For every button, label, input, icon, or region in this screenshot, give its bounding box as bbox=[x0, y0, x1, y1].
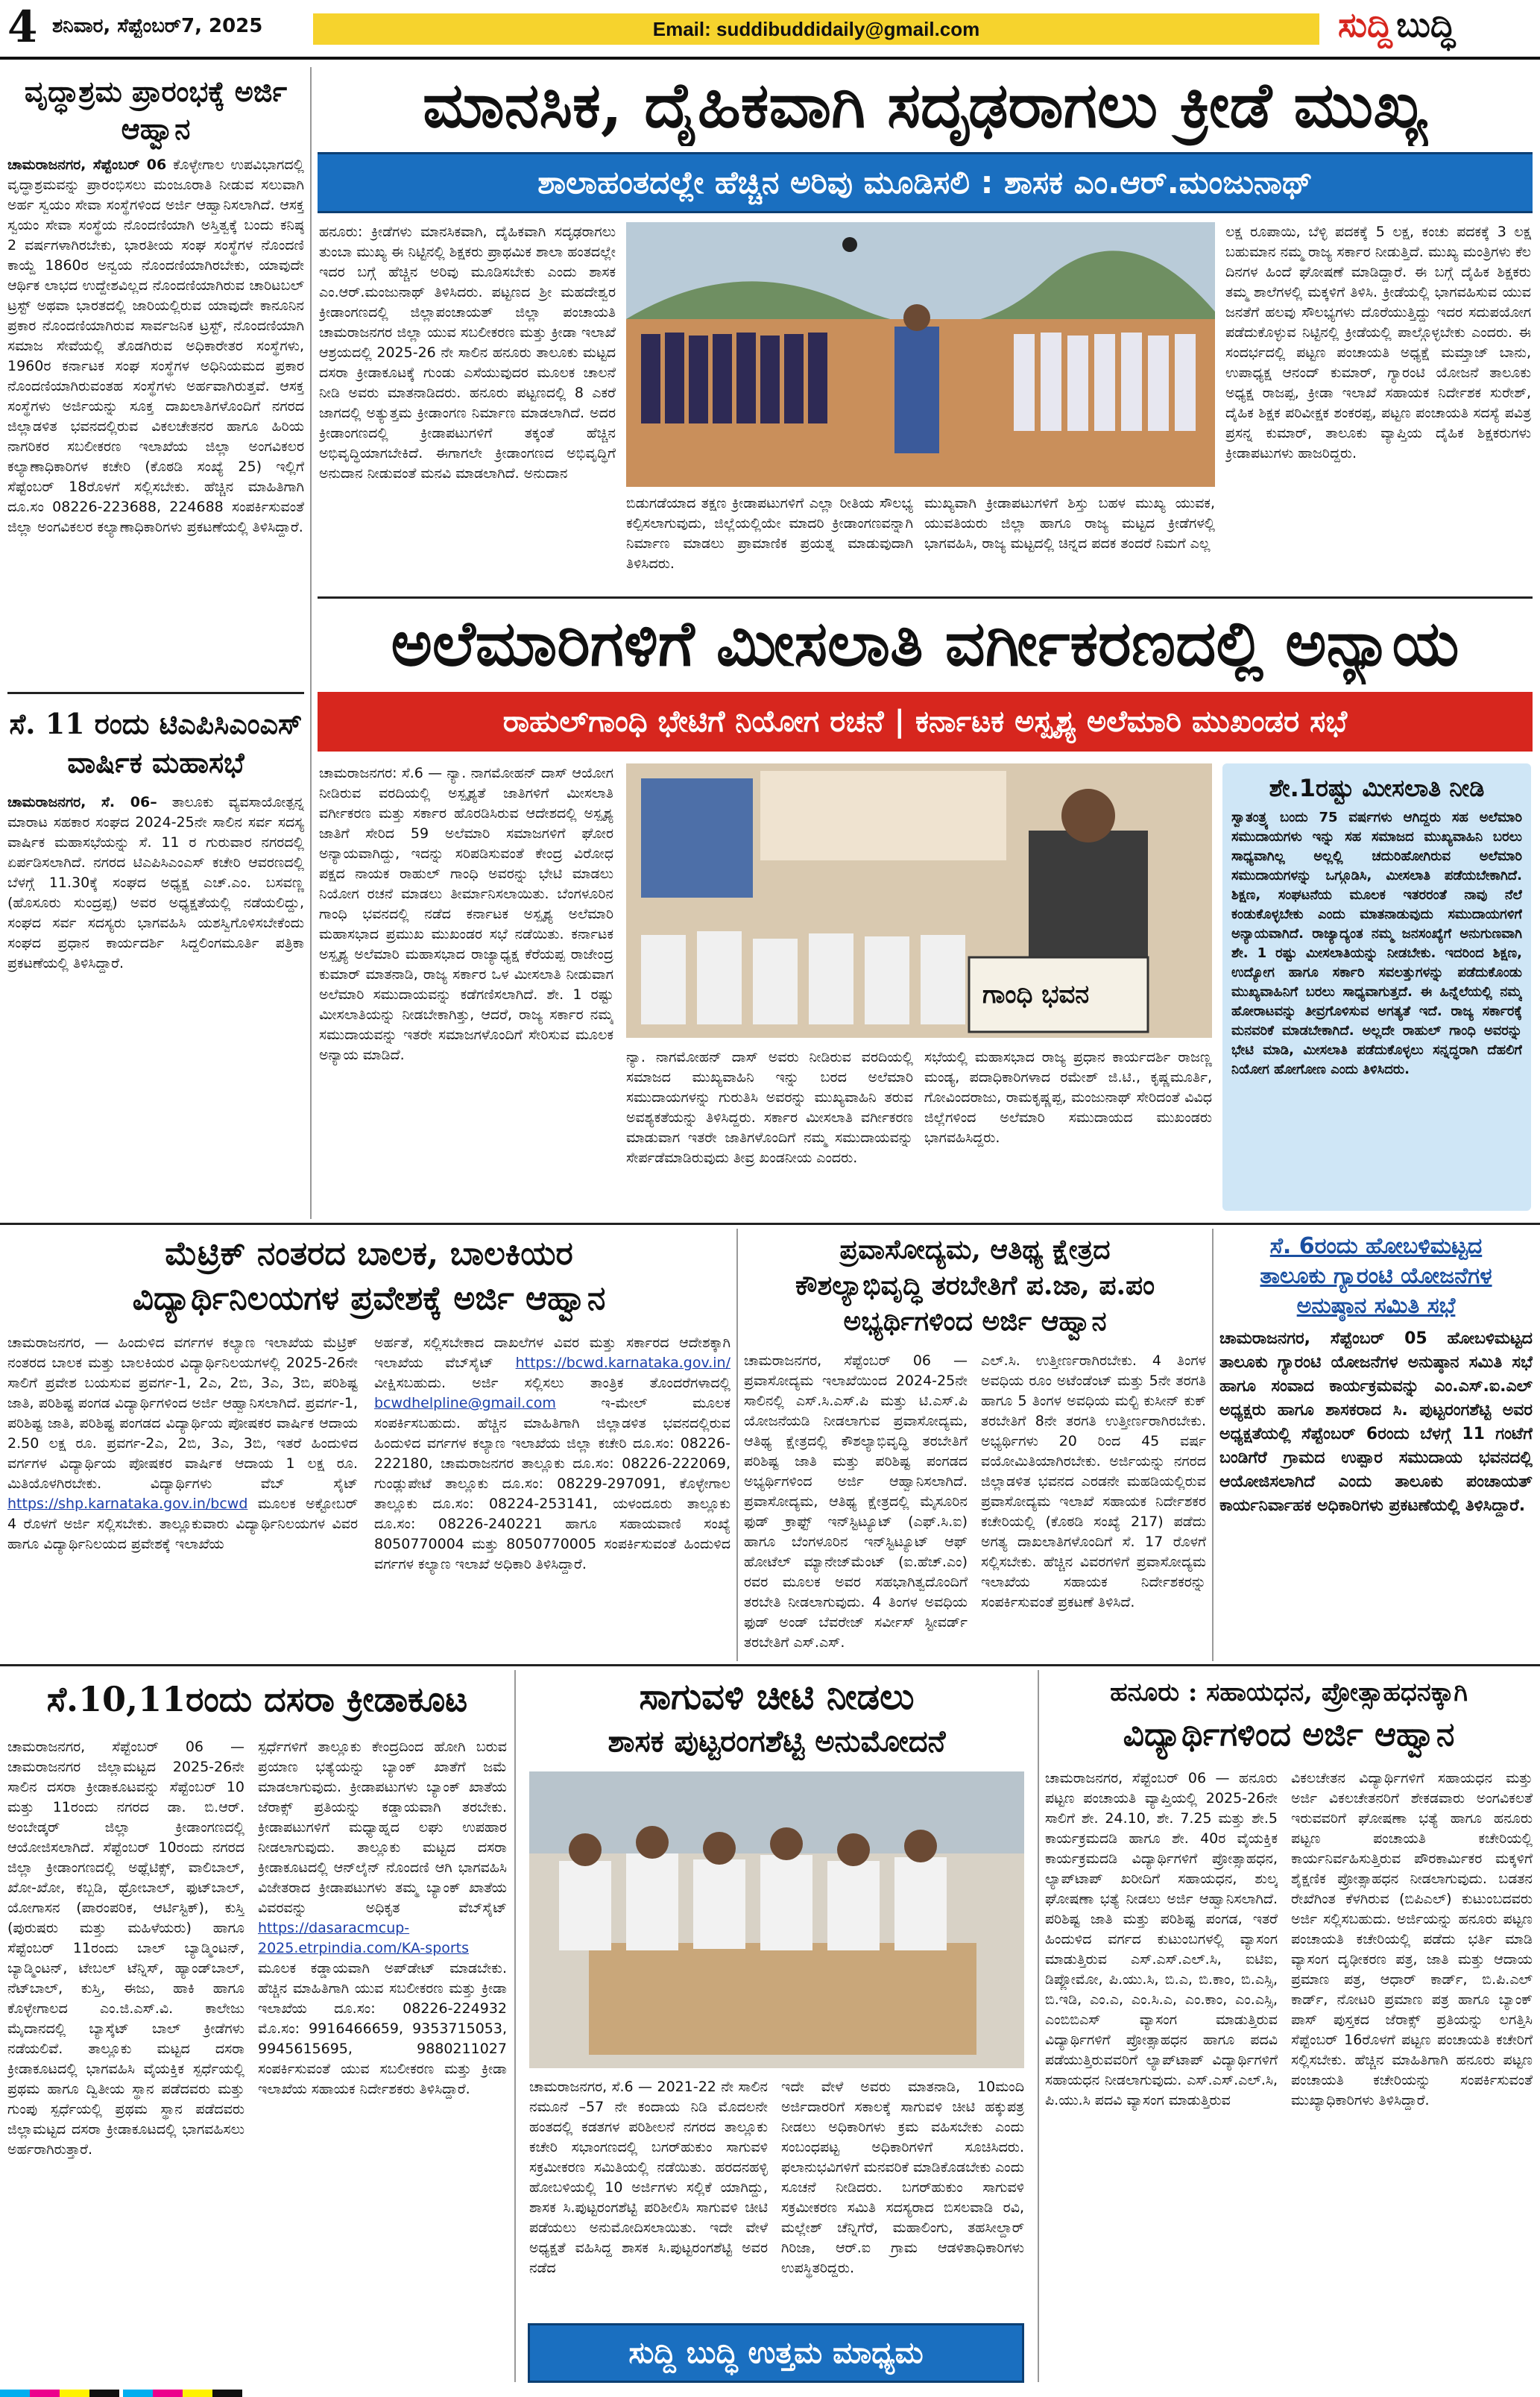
dasara-headline: ಸೆ.10,11ರಂದು ದಸರಾ ಕ್ರೀಡಾಕೂಟ bbox=[46, 1679, 468, 1719]
sports-below-photo-a: ಬಿಡುಗಡೆಯಾದ ತಕ್ಷಣ ಕ್ರೀಡಾಪಟುಗಳಿಗೆ ಎಲ್ಲಾ ರೀತಿಯ ಸೌಲಭ್ಯ ಕಲ್ಪಿಸಲಾಗುವುದು, ಜಿಲ್ಲೆಯಲ್ಲಿಯೇ ಮಾದರಿ ಕ್ರೀಡಾಂಗಣವನ್ನಾಗಿ ನಿರ್ಮಾಣ ಮಾಡಲು ಪ್ರಾಮಾಣಿಕ ಪ್ರಯತ್ನ ಮಾಡುವುದಾಗಿ ತಿಳಿಸಿದರು. bbox=[626, 495, 913, 572]
hostel-col-1-text: ಚಾಮರಾಜನಗರ, — ಹಿಂದುಳಿದ ವರ್ಗಗಳ ಕಲ್ಯಾಣ ಇಲಾಖೆಯ ಮೆಟ್ರಿಕ್ ನಂತರದ ಬಾಲಕ ಮತ್ತು ಬಾಲಕಿಯರ ವಿದ್ಯಾರ್ಥಿನಿಲಯಗಳಲ್ಲಿ 2025-26ನೇ ಸಾಲಿಗೆ ಪ್ರವೇಶ ಬಯಸುವ ಪ್ರವರ್ಗ-1, 2ಎ, 2ಬಿ, 3ಎ, 3ಬಿ, ಪರಿಶಿಷ್ಟ ಜಾತಿ, ಪರಿಶಿಷ್ಟ ಪಂಗಡ ವಿದ್ಯಾರ್ಥಿಗಳಿಂದ ಅರ್ಜಿ ಆಹ್ವಾನಿಸಲಾಗಿದೆ. ಪ್ರವರ್ಗ-1, ಪರಿಶಿಷ್ಟ ಜಾತಿ, ಪರಿಶಿಷ್ಟ ಪಂಗಡದ ವಿದ್ಯಾರ್ಥಿಯ ಪೋಷಕರ ವಾರ್ಷಿಕ ಆದಾಯ 2.50 ಲಕ್ಷ ರೂ. ಪ್ರವರ್ಗ-2ಎ, 2ಬಿ, 3ಎ, 3ಬಿ, ಇತರೆ ಹಿಂದುಳಿದ ವರ್ಗಗಳ ವಿದ್ಯಾರ್ಥಿಯ ಪೋಷಕರ ವಾರ್ಷಿಕ ಆದಾಯ 1 ಲಕ್ಷ ರೂ. ಮಿತಿಯೊಳಗಿರಬೇಕು. ವಿದ್ಯಾರ್ಥಿಗಳು ವೆಬ್ ಸೈಟ್ bbox=[7, 1335, 358, 1492]
land-photo-art bbox=[529, 1771, 1024, 2068]
logo-word-1: ಸುದ್ದಿ bbox=[1338, 4, 1392, 45]
dasara-article bbox=[7, 1673, 507, 2381]
land-headline-1: ಸಾಗುವಳಿ ಚೀಟಿ ನೀಡಲು bbox=[639, 1676, 915, 1718]
dasara-col-1: ಚಾಮರಾಜನಗರ, ಸೆಪ್ಟೆಂಬರ್ 06 — ಚಾಮರಾಜನಗರ ಜಿಲ್ಲಾಮಟ್ಟದ 2025-26ನೇ ಸಾಲಿನ ದಸರಾ ಕ್ರೀಡಾಕೂಟವನ್ನು ಸೆಪ್ಟೆಂಬರ್ 10 ಮತ್ತು 11ರಂದು ನಗರದ ಡಾ. ಬಿ.ಆರ್. ಅಂಬೇಡ್ಕರ್ ಜಿಲ್ಲಾ ಕ್ರೀಡಾಂಗಣದಲ್ಲಿ ಆಯೋಜಿಸಲಾಗಿದೆ. ಸೆಪ್ಟೆಂಬರ್ 10ರಂದು ನಗರದ ಜಿಲ್ಲಾ ಕ್ರೀಡಾಂಗಣದಲ್ಲಿ ಅಥ್ಲೆಟಿಕ್ಸ್, ವಾಲಿಬಾಲ್, ಖೋ-ಖೋ, ಕಬ್ಬಡಿ, ಥ್ರೋಬಾಲ್, ಫುಟ್‌ಬಾಲ್, ಯೋಗಾಸನ (ಪಾರಂಪರಿಕ, ಆರ್ಟಿಸ್ಟಿಕ್), ಕುಸ್ತಿ (ಪುರುಷರು ಮತ್ತು ಮಹಿಳೆಯರು) ಹಾಗೂ ಸೆಪ್ಟೆಂಬರ್ 11ರಂದು ಬಾಲ್ ಬ್ಯಾಡ್ಮಿಂಟನ್, ಬ್ಯಾಡ್ಮಿಂಟನ್, ಟೇಬಲ್ ಟೆನ್ನಿಸ್, ಹ್ಯಾಂಡ್‌ಬಾಲ್, ನೆಟ್‌ಬಾಲ್, ಕುಸ್ತಿ, ಈಜು, ಹಾಕಿ ಹಾಗೂ ಕೊಳ್ಳೇಗಾಲದ ಎಂ.ಜಿ.ಎಸ್.ವಿ. ಕಾಲೇಜು ಮೈದಾನದಲ್ಲಿ ಬ್ಯಾಸ್ಕೆಟ್ ಬಾಲ್ ಕ್ರೀಡೆಗಳು ನಡೆಯಲಿವೆ. ತಾಲ್ಲೂಕು ಮಟ್ಟದ ದಸರಾ ಕ್ರೀಡಾಕೂಟದಲ್ಲಿ ಭಾಗವಹಿಸಿ ವೈಯಕ್ತಿಕ ಸ್ಪರ್ಧೆಯಲ್ಲಿ ಪ್ರಥಮ ಹಾಗೂ ದ್ವಿತೀಯ ಸ್ಥಾನ ಪಡೆದವರು ಮತ್ತು ಗುಂಪು ಸ್ಪರ್ಧೆಯಲ್ಲಿ ಪ್ರಥಮ ಸ್ಥಾನ ಪಡೆದವರು ಜಿಲ್ಲಾಮಟ್ಟದ ದಸರಾ ಕ್ರೀಡಾಕೂಟದಲ್ಲಿ ಭಾಗವಹಿಸಲು ಅರ್ಹರಾಗಿರುತ್ತಾರೆ. bbox=[7, 1739, 244, 2158]
hostel-col-2-mid: ವೀಕ್ಷಿಸಬಹುದು. ಅರ್ಜಿ ಸಲ್ಲಿಸಲು ತಾಂತ್ರಿಕ ತೊಂದರೆಗಳಾದಲ್ಲಿ bbox=[374, 1375, 730, 1391]
land-photo bbox=[529, 1771, 1024, 2068]
land-article bbox=[523, 1673, 1030, 2381]
dasara-registration-link[interactable]: https://dasaracmcup-2025.etrpindia.com/KA-sports bbox=[258, 1920, 470, 1956]
training-headline-3: ಅಭ್ಯರ್ಥಿಗಳಿಂದ ಅರ್ಜಿ ಆಹ್ವಾನ bbox=[843, 1305, 1107, 1337]
article-body: ಕೊಳ್ಳೇಗಾಲ ಉಪವಿಭಾಗದಲ್ಲಿ ವೃದ್ಧಾಶ್ರಮವನ್ನು ಪ್ರಾರಂಭಿಸಲು ಮಂಜೂರಾತಿ ನೀಡುವ ಸಲುವಾಗಿ ಅರ್ಹ ಸ್ವಯಂ ಸೇವಾ ಸಂಸ್ಥೆಗಳಿಂದ ಅರ್ಜಿ ಆಹ್ವಾನಿಸಲಾಗಿದೆ. ಆಸಕ್ತ ಸ್ವಯಂ ಸೇವಾ ಸಂಸ್ಥೆಯ ನೊಂದಣಿಯಾಗಿ ಅಸ್ತಿತ್ವಕ್ಕೆ ಬಂದು ಕನಿಷ್ಠ 2 ವರ್ಷಗಳಾಗಿರಬೇಕು, ಭಾರತೀಯ ಸಂಘ ಸಂಸ್ಥೆಗಳ ನೊಂದಣಿ ಕಾಯ್ದೆ 1860ರ ಅನ್ವಯ ನೊಂದಣಿಯಾಗಿರಬೇಕು, ಯಾವುದೇ ಆರ್ಥಿಕ ಲಾಭದ ಉದ್ದೇಶವಿಲ್ಲದ ನೊಂದಣಿಯಾಗಿರುವ ಚಾರಿಟಬಲ್ ಟ್ರಸ್ಟ್ ಅಥವಾ ಭಾರತದಲ್ಲಿ ಜಾರಿಯಲ್ಲಿರುವ ಯಾವುದೇ ಕಾನೂನಿನ ಪ್ರಕಾರ ನೊಂದಣಿಯಾಗಿರುವ ಸಾರ್ವಜನಿಕ ಟ್ರಸ್ಟ್, ನೊಂದಣಿಯಾಗಿ ಸಮಾಜ ಸೇವೆಯಲ್ಲಿ ತೊಡಗಿರುವ ಅಧಿಕಾರೇತರ ಸಂಸ್ಥೆಗಳು, 1960ರ ಕರ್ನಾಟಕ ಸಂಘ ಸಂಸ್ಥೆಗಳ ಅಧಿನಿಯಮದ ಪ್ರಕಾರ ನೊಂದಣಿಯಾಗಿರುವಂತಹ ಸಂಸ್ಥೆಗಳು ಅರ್ಹವಾಗಿರುತ್ತವೆ. ಆಸಕ್ತ ಸಂಸ್ಥೆಗಳು ಅರ್ಜಿಯನ್ನು ಸೂಕ್ತ ದಾಖಲಾತಿಗಳೊಂದಿಗೆ ನಗರದ ಜಿಲ್ಲಾಡಳಿತ ಭವನದಲ್ಲಿರುವ ವಿಕಲಚೇತನರ ಹಾಗೂ ಹಿರಿಯ ನಾಗರಿಕರ ಸಬಲೀಕರಣ ಇಲಾಖೆಯ ಜಿಲ್ಲಾ ಅಂಗವಿಕಲರ ಕಲ್ಯಾಣಾಧಿಕಾರಿಗಳ ಕಚೇರಿ (ಕೊಠಡಿ ಸಂಖ್ಯೆ 25) ಇಲ್ಲಿಗೆ ಸೆಪ್ಟೆಂಬರ್ 18ರೊಳಗೆ ಸಲ್ಲಿಸಬೇಕು. ಹೆಚ್ಚಿನ ಮಾಹಿತಿಗಾಗಿ ದೂ.ಸಂ 08226-223688, 224688 ಸಂಪರ್ಕಿಸುವಂತೆ ಜಿಲ್ಲಾ ಅಂಗವಿಕಲರ ಕಲ್ಯಾಣಾಧಿಕಾರಿಗಳು ಪ್ರಕಟಣೆಯಲ್ಲಿ ತಿಳಿಸಿದ್ದಾರೆ. bbox=[7, 157, 304, 535]
newspaper-logo bbox=[1338, 4, 1532, 55]
page-number: 4 bbox=[7, 1, 38, 52]
masthead bbox=[0, 0, 1540, 60]
dateline: ಚಾಮರಾಜನಗರ, ಸೆ. 06– bbox=[7, 794, 157, 810]
hanur-col-2: ವಿಕಲಚೇತನ ವಿದ್ಯಾರ್ಥಿಗಳಿಗೆ ಸಹಾಯಧನ ಮತ್ತು ಅರ್ಜಿ ವಿಕಲಚೇತನರಿಗೆ ಶೇಕಡವಾರು ಅಂಗವಿಕಲತೆ ಇರುವವರಿಗೆ ಘೋಷಣಾ ಭತ್ಯೆ ಹಾಗೂ ಹನೂರು ಪಟ್ಟಣ ಪಂಚಾಯತಿ ಕಚೇರಿಯಲ್ಲಿ ಕಾರ್ಯನಿರ್ವಹಿಸುತ್ತಿರುವ ಪೌರಕಾರ್ಮಿಕರ ಮಕ್ಕಳಿಗೆ ಶೈಕ್ಷಣಿಕ ಪ್ರೋತ್ಸಾಹಧನ ನೀಡಲಾಗುವುದು. ಬಡತನ ರೇಖೆಗಿಂತ ಕೆಳಗಿರುವ (ಬಿಪಿಎಲ್) ಕುಟುಂಬದವರು ಅರ್ಜಿ ಸಲ್ಲಿಸಬಹುದು. ಅರ್ಜಿಯನ್ನು ಹನೂರು ಪಟ್ಟಣ ಪಂಚಾಯತಿ ಕಚೇರಿಯಲ್ಲಿ ಪಡೆದು ಭರ್ತಿ ಮಾಡಿ ವ್ಯಾಸಂಗ ದೃಢೀಕರಣ ಪತ್ರ, ಜಾತಿ ಮತ್ತು ಆದಾಯ ಪ್ರಮಾಣ ಪತ್ರ, ಆಧಾರ್ ಕಾರ್ಡ್, ಬಿ.ಪಿ.ಎಲ್ ಕಾರ್ಡ್, ನೋಟರಿ ಪ್ರಮಾಣ ಪತ್ರ ಹಾಗೂ ಬ್ಯಾಂಕ್ ಪಾಸ್ ಪುಸ್ತಕದ ಜೆರಾಕ್ಸ್ ಪ್ರತಿಯನ್ನು ಲಗತ್ತಿಸಿ ಸೆಪ್ಟೆಂಬರ್ 16ರೊಳಗೆ ಪಟ್ಟಣ ಪಂಚಾಯತಿ ಕಚೇರಿಗೆ ಸಲ್ಲಿಸಬೇಕು. ಹೆಚ್ಚಿನ ಮಾಹಿತಿಗಾಗಿ ಹನೂರು ಪಟ್ಟಣ ಪಂಚಾಯತಿ ಕಚೇರಿಯನ್ನು ಸಂಪರ್ಕಿಸುವಂತೆ ಮುಖ್ಯಾಧಿಕಾರಿಗಳು ತಿಳಿಸಿದ್ದಾರೆ. bbox=[1291, 1770, 1533, 2108]
print-color-strip bbox=[0, 2387, 1540, 2397]
dateline: ಚಾಮರಾಜನಗರ, ಸೆಪ್ಟೆಂಬರ್ 06 bbox=[7, 157, 167, 173]
sports-subhead: ಶಾಲಾಹಂತದಲ್ಲೇ ಹೆಚ್ಚಿನ ಅರಿವು ಮೂಡಿಸಲಿ : ಶಾಸಕ ಎಂ.ಆರ್.ಮಂಜುನಾಥ್ bbox=[318, 152, 1533, 213]
tapcms-meeting-body bbox=[7, 793, 304, 1180]
divider bbox=[0, 1664, 1540, 1666]
hanur-article bbox=[1045, 1673, 1533, 2381]
sidebar-title: ಶೇ.1ರಷ್ಟು ಮೀಸಲಾತಿ ನೀಡಿ bbox=[1269, 774, 1485, 802]
sports-col-3: ಲಕ್ಷ ರೂಪಾಯಿ, ಬೆಳ್ಳಿ ಪದಕಕ್ಕೆ 5 ಲಕ್ಷ, ಕಂಚು ಪದಕಕ್ಕೆ 3 ಲಕ್ಷ ಬಹುಮಾನ ನಮ್ಮ ರಾಜ್ಯ ಸರ್ಕಾರ ನೀಡುತ್ತಿದೆ. ಮುಖ್ಯ ಮಂತ್ರಿಗಳು ಕೆಲ ದಿನಗಳ ಹಿಂದೆ ಘೋಷಣೆ ಮಾಡಿದ್ದಾರೆ. ಈ ಬಗ್ಗೆ ದೈಹಿಕ ಶಿಕ್ಷಕರು ತಮ್ಮ ಶಾಲೆಗಳಲ್ಲಿ ಮಕ್ಕಳಿಗೆ ತಿಳಿಸಿ. ಕ್ರೀಡೆಯಲ್ಲಿ ಭಾಗವಹಿಸುವ ಯುವ ಜನತೆಗೆ ಹಲವು ಸೌಲಭ್ಯಗಳು ದೊರೆಯುತ್ತಿದ್ದು ಇದರ ಸದುಪಯೋಗ ಪಡೆದುಕೊಳ್ಳುವ ನಿಟ್ಟಿನಲ್ಲಿ ಕ್ರೀಡೆಯಲ್ಲಿ ಪಾಲ್ಗೊಳ್ಳಬೇಕು ಎಂದರು. ಈ ಸಂದರ್ಭದಲ್ಲಿ ಪಟ್ಟಣ ಪಂಚಾಯತಿ ಅಧ್ಯಕ್ಷೆ ಮಮ್ತಾಜ್ ಬಾನು, ಉಪಾಧ್ಯಕ್ಷ ಆನಂದ್ ಕುಮಾರ್, ಗ್ಯಾರಂಟಿ ಯೋಜನೆ ತಾಲೂಕು ಅಧ್ಯಕ್ಷ ರಾಜಪ್ಪ, ಕ್ರೀಡಾ ಇಲಾಖೆ ಸಹಾಯಕ ನಿರ್ದೇಶಕ ಸುರೇಶ್, ದೈಹಿಕ ಶಿಕ್ಷಕ ಪರಿವೀಕ್ಷಕ ಶಂಕರಪ್ಪ, ಪಟ್ಟಣ ಪಂಚಾಯತಿ ಸದಸ್ಯೆ ಪವಿತ್ರ ಪ್ರಸನ್ನ ಕುಮಾರ್, ತಾಲೂಕು ವ್ಯಾಪ್ತಿಯ ದೈಹಿಕ ಶಿಕ್ಷಕರುಗಳು ಕ್ರೀಡಾಪಟುಗಳು ಹಾಜರಿದ್ದರು. bbox=[1225, 224, 1531, 462]
left-column bbox=[7, 69, 304, 1202]
land-col-2: ಇದೇ ವೇಳೆ ಅವರು ಮಾತನಾಡಿ, 10ಮಂದಿ ಅರ್ಜಿದಾರರಿಗೆ ಸಕಾಲಕ್ಕೆ ಸಾಗುವಳಿ ಚೀಟಿ ಹಕ್ಕುಪತ್ರ ನೀಡಲು ಅಧಿಕಾರಿಗಳು ಕ್ರಮ ವಹಿಸಬೇಕು ಎಂದು ಸಂಬಂಧಪಟ್ಟ ಅಧಿಕಾರಿಗಳಿಗೆ ಸೂಚಿಸಿದರು. ಫಲಾನುಭವಿಗಳಿಗೆ ಮನವರಿಕೆ ಮಾಡಿಕೊಡಬೇಕು ಎಂದು ಸೂಚನೆ ನೀಡಿದರು. ಬಗರ್‌ಹುಕುಂ ಸಾಗುವಳಿ ಸಕ್ರಮೀಕರಣ ಸಮಿತಿ ಸದಸ್ಯರಾದ ಬಿಸಲವಾಡಿ ರವಿ, ಮಲ್ಲೇಶ್ ಚೆನ್ನಿಗೆರೆ, ಮಹಾಲಿಂಗು, ತಹಸೀಲ್ದಾರ್ ಗಿರಿಜಾ, ಆರ್.ಐ ಗ್ರಾಮ ಆಡಳಿತಾಧಿಕಾರಿಗಳು ಉಪಸ್ಥಿತರಿದ್ದರು. bbox=[781, 2079, 1024, 2276]
sports-photo-art bbox=[626, 222, 1215, 487]
training-col-1: ಚಾಮರಾಜನಗರ, ಸೆಪ್ಟೆಂಬರ್ 06 — ಪ್ರವಾಸೋದ್ಯಮ ಇಲಾಖೆಯಿಂದ 2024-25ನೇ ಸಾಲಿನಲ್ಲಿ ಎಸ್.ಸಿ.ಎಸ್.ಪಿ ಮತ್ತು ಟಿ.ಎಸ್.ಪಿ ಯೋಜನೆಯಡಿ ನೀಡಲಾಗುವ ಪ್ರವಾಸೋದ್ಯಮ, ಆತಿಥ್ಯ ಕ್ಷೇತ್ರದಲ್ಲಿ ಕೌಶಲ್ಯಾಭಿವೃದ್ಧಿ ತರಬೇತಿಗೆ ಪರಿಶಿಷ್ಟ ಜಾತಿ ಮತ್ತು ಪರಿಶಿಷ್ಟ ಪಂಗಡದ ಅಭ್ಯರ್ಥಿಗಳಿಂದ ಅರ್ಜಿ ಆಹ್ವಾನಿಸಲಾಗಿದೆ. ಪ್ರವಾಸೋದ್ಯಮ, ಆತಿಥ್ಯ ಕ್ಷೇತ್ರದಲ್ಲಿ ಮೈಸೂರಿನ ಫುಡ್ ಕ್ರಾಫ್ಟ್ ಇನ್‌ಸ್ಟಿಟ್ಯೂಟ್ (ಎಫ್.ಸಿ.ಐ) ಹಾಗೂ ಬೆಂಗಳೂರಿನ ಇನ್‌ಸ್ಟಿಟ್ಯೂಟ್ ಆಫ್ ಹೋಟೆಲ್ ಮ್ಯಾನೇಜ್‌ಮೆಂಟ್ (ಐ.ಹೆಚ್.ಎಂ) ರವರ ಮೂಲಕ ಅವರ ಸಹಭಾಗಿತ್ವದೊಂದಿಗೆ ತರಬೇತಿ ನೀಡಲಾಗುವುದು. 4 ತಿಂಗಳ ಅವಧಿಯ ಫುಡ್ ಅಂಡ್ ಬೆವರೇಜ್ ಸರ್ವೀಸ್ ಸ್ಟೀವರ್ಡ್ ತರಬೇತಿಗೆ ಎಸ್.ಎಸ್. bbox=[744, 1352, 968, 1651]
training-headline-2: ಕೌಶಲ್ಯಾಭಿವೃದ್ಧಿ ತರಬೇತಿಗೆ ಪ.ಜಾ, ಪ.ಪಂ bbox=[795, 1270, 1155, 1301]
hanur-headline-2: ವಿದ್ಯಾರ್ಥಿಗಳಿಂದ ಅರ್ಜಿ ಆಹ್ವಾನ bbox=[1123, 1716, 1455, 1754]
footer-banner: ಸುದ್ದಿ ಬುದ್ಧಿ ಉತ್ತಮ ಮಾಧ್ಯಮ bbox=[528, 2323, 1024, 2383]
sports-headline: ಮಾನಸಿಕ, ದೈಹಿಕವಾಗಿ ಸದೃಢರಾಗಲು ಕ್ರೀಡೆ ಮುಖ್ಯ bbox=[423, 68, 1427, 142]
sports-col-1: ಹನೂರು: ಕ್ರೀಡೆಗಳು ಮಾನಸಿಕವಾಗಿ, ದೈಹಿಕವಾಗಿ ಸದೃಢರಾಗಲು ತುಂಬಾ ಮುಖ್ಯ ಈ ನಿಟ್ಟಿನಲ್ಲಿ ಶಿಕ್ಷಕರು ಪ್ರಾಥಮಿಕ ಶಾಲಾ ಹಂತದಲ್ಲೇ ಇದರ ಬಗ್ಗೆ ಹೆಚ್ಚಿನ ಅರಿವು ಮೂಡಿಸಬೇಕು ಎಂದು ಶಾಸಕ ಎಂ.ಆರ್.ಮಂಜುನಾಥ್ ತಿಳಿಸಿದರು. ಪಟ್ಟಣದ ಶ್ರೀ ಮಹದೇಶ್ವರ ಕ್ರೀಡಾಂಗಣದಲ್ಲಿ ಜಿಲ್ಲಾಪಂಚಾಯತ್ ಜಿಲ್ಲಾ ಪಂಚಾಯತಿ ಚಾಮರಾಜನಗರ ಜಿಲ್ಲಾ ಯುವ ಸಬಲೀಕರಣ ಮತ್ತು ಕ್ರೀಡಾ ಇಲಾಖೆ ಆಶ್ರಯದಲ್ಲಿ 2025-26 ನೇ ಸಾಲಿನ ಹನೂರು ತಾಲೂಕು ಮಟ್ಟದ ದಸರಾ ಕ್ರೀಡಾಕೂಟಕ್ಕೆ ಗುಂಡು ಎಸೆಯುವುದರ ಮೂಲಕ ಚಾಲನೆ ನೀಡಿ ಅವರು ಮಾತನಾಡಿದರು. ಹನೂರು ಪಟ್ಟಣದಲ್ಲಿ 8 ಎಕರೆ ಜಾಗದಲ್ಲಿ ಅತ್ಯುತ್ತಮ ಕ್ರೀಡಾಂಗಣ ನಿರ್ಮಾಣ ಮಾಡಲಾಗಿದೆ. ಅದರ ಕ್ರೀಡಾಂಗಣದಲ್ಲಿ ಕ್ರೀಡಾಪಟುಗಳಿಗೆ ತಕ್ಕಂತೆ ಹೆಚ್ಚಿನ ಅಭಿವೃದ್ಧಿಯಾಗಬೇಕಿದೆ. ಈಗಾಗಲೇ ಕ್ರೀಡಾಂಗಣದ ಅಭಿವೃದ್ಧಿಗೆ ಅನುದಾನ ನೀಡುವಂತೆ ಮನವಿ ಮಾಡಲಾಗಿದೆ. ಅನುದಾನ bbox=[319, 224, 616, 482]
column-rule bbox=[514, 1670, 516, 2382]
bcwd-website-link[interactable]: https://bcwd.karnataka.gov.in/ bbox=[515, 1355, 730, 1371]
training-article bbox=[744, 1232, 1206, 1657]
reservation-sidebar bbox=[1222, 763, 1531, 1211]
guarantee-article bbox=[1219, 1232, 1533, 1657]
hostel-col-1-tail: ಮೂಲಕ ಅಕ್ಟೋಬರ್ 4 ರೊಳಗೆ ಅರ್ಜಿ ಸಲ್ಲಿಸಬೇಕು. ತಾಲ್ಲೂಕುವಾರು ವಿದ್ಯಾರ್ಥಿನಿಲಯಗಳ ವಿವರ ಹಾಗೂ ವಿದ್ಯಾರ್ಥಿನಿಲಯದ ಪ್ರವೇಶಕ್ಕೆ ಇಲಾಖೆಯ bbox=[7, 1496, 358, 1552]
hostel-col-2-tail: ಇ-ಮೇಲ್ ಮೂಲಕ ಸಂಪರ್ಕಿಸಬಹುದು. ಹೆಚ್ಚಿನ ಮಾಹಿತಿಗಾಗಿ ಜಿಲ್ಲಾಡಳಿತ ಭವನದಲ್ಲಿರುವ ಹಿಂದುಳಿದ ವರ್ಗಗಳ ಕಲ್ಯಾಣ ಇಲಾಖೆಯ ಜಿಲ್ಲಾ ಕಚೇರಿ ದೂ.ಸಂ: 08226-222180, ಚಾಮರಾಜನಗರ ತಾಲ್ಲೂಕು ದೂ.ಸಂ: 08226-222069, ಗುಂಡ್ಲುಪೇಟೆ ತಾಲ್ಲೂಕು ದೂ.ಸಂ: 08229-297091, ಕೊಳ್ಳೇಗಾಲ ತಾಲ್ಲೂಕು ದೂ.ಸಂ: 08224-253141, ಯಳಂದೂರು ತಾಲ್ಲೂಕು ದೂ.ಸಂ: 08226-240221 ಹಾಗೂ ಸಹಾಯವಾಣಿ ಸಂಖ್ಯೆ 8050770004 ಮತ್ತು 8050770005 ಸಂಪರ್ಕಿಸುವಂತೆ ಹಿಂದುಳಿದ ವರ್ಗಗಳ ಕಲ್ಯಾಣ ಇಲಾಖೆ ಅಧಿಕಾರಿ ತಿಳಿಸಿದ್ದಾರೆ. bbox=[374, 1395, 730, 1572]
hostel-col-2-text: ಅರ್ಹತೆ, ಸಲ್ಲಿಸಬೇಕಾದ ದಾಖಲೆಗಳ ವಿವರ ಮತ್ತು ಸರ್ಕಾರದ ಆದೇಶಕ್ಕಾಗಿ ಇಲಾಖೆಯ ವೆಬ್‌ಸೈಟ್ bbox=[374, 1335, 730, 1371]
dasara-col-2 bbox=[258, 1737, 507, 2378]
hostel-col-2 bbox=[374, 1333, 730, 1654]
reservation-col-2: ನ್ಯಾ. ನಾಗಮೋಹನ್ ದಾಸ್ ಅವರು ನೀಡಿರುವ ವರದಿಯಲ್ಲಿ ಸಮಾಜದ ಮುಖ್ಯವಾಹಿನಿ ಇನ್ನು ಬರದ ಅಲೆಮಾರಿ ಸಮುದಾಯಗಳನ್ನು ಗುರುತಿಸಿ ಅವರನ್ನು ಮುಖ್ಯವಾಹಿನಿ ತರುವ ಅವಶ್ಯಕತೆಯನ್ನು ತಿಳಿಸಿದ್ದರು. ಸರ್ಕಾರ ಮೀಸಲಾತಿ ವರ್ಗೀಕರಣ ಮಾಡುವಾಗ ಇತರೇ ಜಾತಿಗಳೊಂದಿಗೆ ನಮ್ಮ ಸಮುದಾಯವನ್ನು ಸೇರ್ಪಡೆಮಾಡಿರುವುದು ತೀವ್ರ ಖಂಡನೀಯ ಎಂದರು. bbox=[626, 1049, 913, 1166]
helpline-email-link[interactable]: bcwdhelpline@gmail.com bbox=[374, 1395, 556, 1411]
training-headline-1: ಪ್ರವಾಸೋದ್ಯಮ, ಆತಿಥ್ಯ ಕ್ಷೇತ್ರದ bbox=[839, 1234, 1111, 1265]
hostel-col-1 bbox=[7, 1333, 358, 1654]
column-rule bbox=[1212, 1229, 1214, 1661]
divider bbox=[7, 692, 304, 694]
land-col-1: ಚಾಮರಾಜನಗರ, ಸೆ.6 — 2021-22 ನೇ ಸಾಲಿನ ನಮೂನೆ –57 ನೇ ಕಂದಾಯ ನಿಡಿ ಮೊದಲನೇ ಹಂತದಲ್ಲಿ ಕಡತಗಳ ಪರಿಶೀಲನೆ ನಗರದ ತಾಲ್ಲೂಕು ಕಚೇರಿ ಸಭಾಂಗಣದಲ್ಲಿ ಬಗರ್‌ಹುಕುಂ ಸಾಗುವಳಿ ಸಕ್ರಮೀಕರಣ ಸಮಿತಿಯಲ್ಲಿ ನಡೆಯಿತು. ಹರದನಹಳ್ಳಿ ಹೋಬಳಿಯಲ್ಲಿ 10 ಅರ್ಜಿಗಳು ಸಲ್ಲಿಕೆ ಯಾಗಿದ್ದು, ಶಾಸಕ ಸಿ.ಪುಟ್ಟರಂಗಶೆಟ್ಟಿ ಪರಿಶೀಲಿಸಿ ಸಾಗುವಳಿ ಚೀಟಿ ಪಡೆಯಲು ಅನುಮೋದಿಸಲಾಯಿತು. ಇದೇ ವೇಳೆ ಅಧ್ಯಕ್ಷತೆ ವಹಿಸಿದ್ದ ಶಾಸಕ ಸಿ.ಪುಟ್ಟರಂಗಶೆಟ್ಟಿ ಅವರ ನಡೆದ bbox=[529, 2079, 768, 2276]
old-age-home-title: ವೃದ್ಧಾಶ್ರಮ ಪ್ರಾರಂಭಕ್ಕೆ ಅರ್ಜಿ ಆಹ್ವಾನ bbox=[24, 75, 288, 145]
email-bar: Email: suddibuddidaily@gmail.com bbox=[313, 13, 1319, 45]
article-body: ಹೋಬಳಿಮಟ್ಟದ ತಾಲೂಕು ಗ್ಯಾರಂಟಿ ಯೋಜನೆಗಳ ಅನುಷ್ಠಾನ ಸಮಿತಿ ಸಭೆ ಹಾಗೂ ಸಂವಾದ ಕಾರ್ಯಕ್ರಮವನ್ನು ಎಂ.ಎಸ್.ಐ.ಎಲ್ ಅಧ್ಯಕ್ಷರು ಹಾಗೂ ಶಾಸಕರಾದ ಸಿ. ಪುಟ್ಟರಂಗಶೆಟ್ಟಿ ಅವರ ಅಧ್ಯಕ್ಷತೆಯಲ್ಲಿ ಸೆಪ್ಟೆಂಬರ್ 6ರಂದು ಬೆಳಗ್ಗೆ 11 ಗಂಟೆಗೆ ಬಂಡಿಗೆರೆ ಗ್ರಾಮದ ಉಪ್ಪಾರ ಸಮುದಾಯ ಭವನದಲ್ಲಿ ಆಯೋಜಿಸಲಾಗಿದೆ ಎಂದು ತಾಲೂಕು ಪಂಚಾಯತ್ ಕಾರ್ಯನಿರ್ವಾಹಕ ಅಧಿಕಾರಿಗಳು ಪ್ರಕಟಣೆಯಲ್ಲಿ ತಿಳಿಸಿದ್ದಾರೆ. bbox=[1219, 1329, 1533, 1515]
hostel-headline-2: ವಿದ್ಯಾರ್ಥಿನಿಲಯಗಳ ಪ್ರವೇಶಕ್ಕೆ ಅರ್ಜಿ ಆಹ್ವಾನ bbox=[132, 1279, 606, 1317]
sports-photo bbox=[626, 222, 1215, 487]
sports-below-photo-b: ಮುಖ್ಯವಾಗಿ ಕ್ರೀಡಾಪಟುಗಳಿಗೆ ಶಿಸ್ತು ಬಹಳ ಮುಖ್ಯ ಯುವಕ, ಯುವತಿಯರು ಜಿಲ್ಲಾ ಹಾಗೂ ರಾಜ್ಯ ಮಟ್ಟದ ಕ್ರೀಡೆಗಳಲ್ಲಿ ಭಾಗವಹಿಸಿ, ರಾಜ್ಯ ಮಟ್ಟದಲ್ಲಿ ಚಿನ್ನದ ಪದಕ ತಂದರೆ ನಿಮಗೆ ಎಲ್ಲ bbox=[924, 495, 1215, 552]
reservation-col-1: ಚಾಮರಾಜನಗರ: ಸೆ.6 — ನ್ಯಾ. ನಾಗಮೋಹನ್ ದಾಸ್ ಆಯೋಗ ನೀಡಿರುವ ವರದಿಯಲ್ಲಿ ಅಸ್ಪೃಶ್ಯತೆ ಜಾತಿಗಳಿಗೆ ಮೀಸಲಾತಿ ವರ್ಗೀಕರಣ ಮತ್ತು ಸರ್ಕಾರ ಹೊರಡಿಸಿರುವ ಆದೇಶದಲ್ಲಿ ಅಸ್ಪೃಶ್ಯ ಜಾತಿಗೆ ಸೇರಿದ 59 ಅಲೆಮಾರಿ ಸಮಾಜಗಳಿಗೆ ಘೋರ ಅನ್ಯಾಯವಾಗಿದ್ದು, ಇದನ್ನು ಸರಿಪಡಿಸುವಂತೆ ಕೇಂದ್ರ ವಿರೋಧ ಪಕ್ಷದ ನಾಯಕ ರಾಹುಲ್ ಗಾಂಧಿ ಅವರನ್ನು ಭೇಟಿ ಮಾಡಲು ನಿಯೋಗ ರಚನೆ ಮಾಡಲು ತೀರ್ಮಾನಿಸಲಾಯಿತು. ಬೆಂಗಳೂರಿನ ಗಾಂಧಿ ಭವನದಲ್ಲಿ ನಡೆದ ಕರ್ನಾಟಕ ಅಸ್ಪೃಶ್ಯ ಅಲೆಮಾರಿ ಮಹಾಸಭಾದ ಪ್ರಮುಖ ಮುಖಂಡರ ಸಭೆ ನಡೆಯಿತು. ಕರ್ನಾಟಕ ಅಸ್ಪೃಶ್ಯ ಅಲೆಮಾರಿ ಮಹಾಸಭಾದ ರಾಜ್ಯಾಧ್ಯಕ್ಷ ಕೆರೆಯಪ್ಪ ರಾಜೇಂದ್ರ ಕುಮಾರ್ ಮಾತನಾಡಿ, ರಾಜ್ಯ ಸರ್ಕಾರ ಒಳ ಮೀಸಲಾತಿ ನೀಡುವಾಗ ಅಲೆಮಾರಿ ಸಮುದಾಯವನ್ನು ಕಡೆಗಣಿಸಲಾಗಿದೆ. ಶೇ. 1 ರಷ್ಟು ಮೀಸಲಾತಿಯನ್ನು ನೀಡಬೇಕಾಗಿತ್ತು, ಆದರೆ, ರಾಜ್ಯ ಸರ್ಕಾರ ನಮ್ಮ ಸಮುದಾಯವನ್ನು ಇತರೇ ಸಮಾಜಗಳೊಂದಿಗೆ ಸೇರಿಸುವ ಮೂಲಕ ಅನ್ಯಾಯ ಮಾಡಿದೆ. bbox=[319, 765, 613, 1063]
divider bbox=[0, 1223, 1540, 1225]
reservation-subhead: ರಾಹುಲ್‌ಗಾಂಧಿ ಭೇಟಿಗೆ ನಿಯೋಗ ರಚನೆ | ಕರ್ನಾಟಕ ಅಸ್ಪೃಶ್ಯ ಅಲೆಮಾರಿ ಮುಖಂಡರ ಸಭೆ bbox=[318, 692, 1533, 752]
training-col-2: ಎಲ್.ಸಿ. ಉತ್ತೀರ್ಣರಾಗಿರಬೇಕು. 4 ತಿಂಗಳ ಅವಧಿಯ ರೂಂ ಅಟೆಂಡೆಂಟ್ ಮತ್ತು 5ನೇ ತರಗತಿ ಹಾಗೂ 5 ತಿಂಗಳ ಅವಧಿಯ ಮಲ್ಟಿ ಕುಸೀನ್ ಕುಕ್ ತರಬೇತಿಗೆ 8ನೇ ತರಗತಿ ಉತ್ತೀರ್ಣರಾಗಿರಬೇಕು. ಅಭ್ಯರ್ಥಿಗಳು 20 ರಿಂದ 45 ವರ್ಷ ವಯೋಮಿತಿಯಾಗಿರಬೇಕು. ಅರ್ಜಿಯನ್ನು ನಗರದ ಜಿಲ್ಲಾಡಳಿತ ಭವನದ ಎರಡನೇ ಮಹಡಿಯಲ್ಲಿರುವ ಪ್ರವಾಸೋದ್ಯಮ ಇಲಾಖೆ ಸಹಾಯಕ ನಿರ್ದೇಶಕರ ಕಚೇರಿಯಲ್ಲಿ (ಕೊಠಡಿ ಸಂಖ್ಯೆ 217) ಪಡೆದು ಅಗತ್ಯ ದಾಖಲಾತಿಗಳೊಂದಿಗೆ ಸೆ. 17 ರೊಳಗೆ ಸಲ್ಲಿಸಬೇಕು. ಹೆಚ್ಚಿನ ವಿವರಗಳಿಗೆ ಪ್ರವಾಸೋದ್ಯಮ ಇಲಾಖೆಯ ಸಹಾಯಕ ನಿರ್ದೇಶಕರನ್ನು ಸಂಪರ್ಕಿಸುವಂತೆ ಪ್ರಕಟಣೆ ತಿಳಿಸಿದೆ. bbox=[981, 1352, 1206, 1610]
column-rule bbox=[736, 1229, 738, 1661]
guarantee-title-3: ಅನುಷ್ಠಾನ ಸಮಿತಿ ಸಭೆ bbox=[1296, 1293, 1456, 1319]
reservation-col-3: ಸಭೆಯಲ್ಲಿ ಮಹಾಸಭಾದ ರಾಜ್ಯ ಪ್ರಧಾನ ಕಾರ್ಯದರ್ಶಿ ರಾಜಣ್ಣ ಮಂಡ್ಯ, ಪದಾಧಿಕಾರಿಗಳಾದ ರಮೇಶ್ ಜಿ.ಟಿ., ಕೃಷ್ಣಮೂರ್ತಿ, ಗೋವಿಂದರಾಜು, ರಾಮಕೃಷ್ಣಪ್ಪ, ಮಂಜುನಾಥ್ ಸೇರಿದಂತೆ ವಿವಿಧ ಜಿಲ್ಲೆಗಳಿಂದ ಅಲೆಮಾರಿ ಸಮುದಾಯದ ಮುಖಂಡರು ಭಾಗವಹಿಸಿದ್ದರು. bbox=[924, 1049, 1212, 1146]
guarantee-title-1: ಸೆ. 6ರಂದು ಹೋಬಳಿಮಟ್ಟದ bbox=[1269, 1233, 1483, 1259]
reservation-photo bbox=[626, 763, 1212, 1038]
sidebar-body: ಸ್ವಾತಂತ್ರ್ಯ ಬಂದು 75 ವರ್ಷಗಳು ಆಗಿದ್ದರು ಸಹ ಅಲೆಮಾರಿ ಸಮುದಾಯಗಳು ಇನ್ನು ಸಹ ಸಮಾಜದ ಮುಖ್ಯವಾಹಿನಿ ಬರಲು ಸಾಧ್ಯವಾಗಿಲ್ಲ ಅಲ್ಲಲ್ಲಿ ಚದುರಿಹೋಗಿರುವ ಅಲೆಮಾರಿ ಸಮುದಾಯಗಳನ್ನು ಒಗ್ಗೂಡಿಸಿ, ಮೀಸಲಾತಿ ಪಡೆಯಬೇಕಾಗಿದೆ. ಶಿಕ್ಷಣ, ಸಂಘಟನೆಯ ಮೂಲಕ ಇತರರಂತೆ ನಾವು ನೆಲೆ ಕಂಡುಕೊಳ್ಳಬೇಕು ಎಂದು ಮಾತನಾಡುವುದು ಸಮುದಾಯಗಳಿಗೆ ಅನ್ಯಾಯವಾಗಿದೆ. ರಾಜ್ಯಾದ್ಯಂತ ನಮ್ಮ ಜನಸಂಖ್ಯೆಗೆ ಅನುಗುಣವಾಗಿ ಶೇ. 1 ರಷ್ಟು ಮೀಸಲಾತಿಯನ್ನು ನೀಡಬೇಕು. ಇದರಿಂದ ಶಿಕ್ಷಣ, ಉದ್ಯೋಗ ಹಾಗೂ ಸರ್ಕಾರಿ ಸವಲತ್ತುಗಳನ್ನು ಪಡೆದುಕೊಂಡು ಮುಖ್ಯವಾಹಿನಿಗೆ ಬರಲು ಸಾಧ್ಯವಾಗುತ್ತದೆ. ಈ ಹಿನ್ನೆಲೆಯಲ್ಲಿ ನಮ್ಮ ಹೋರಾಟವನ್ನು ತೀವ್ರಗೊಳಿಸುವ ಅಗತ್ಯತೆ ಇದೆ. ರಾಜ್ಯ ಸರ್ಕಾರಕ್ಕೆ ಮನವರಿಕೆ ಮಾಡಬೇಕಾಗಿದೆ. ಅಲ್ಲದೇ ರಾಹುಲ್ ಗಾಂಧಿ ಅವರನ್ನು ಭೇಟಿ ಮಾಡಿ, ಮೀಸಲಾತಿ ಪಡೆದುಕೊಳ್ಳಲು ಸನ್ನದ್ಧರಾಗಿ ದೆಹಲಿಗೆ ನಿಯೋಗ ಹೋಗೋಣ ಎಂದು ತಿಳಿಸಿದರು. bbox=[1231, 810, 1522, 1077]
hostel-article bbox=[7, 1232, 730, 1657]
column-rule bbox=[1038, 1670, 1039, 2382]
column-rule bbox=[310, 67, 312, 1219]
land-headline-2: ಶಾಸಕ ಪುಟ್ಟರಂಗಶೆಟ್ಟಿ ಅನುಮೋದನೆ bbox=[608, 1724, 946, 1759]
hanur-col-1: ಚಾಮರಾಜನಗರ, ಸೆಪ್ಟೆಂಬರ್ 06 — ಹನೂರು ಪಟ್ಟಣ ಪಂಚಾಯತಿ ವ್ಯಾಪ್ತಿಯಲ್ಲಿ 2025-26ನೇ ಸಾಲಿಗೆ ಶೇ. 24.10, ಶೇ. 7.25 ಮತ್ತು ಶೇ.5 ಕಾರ್ಯಕ್ರಮದಡಿ ಹಾಗೂ ಶೇ. 40ರ ವೈಯಕ್ತಿಕ ಕಾರ್ಯಕ್ರಮದಡಿ ವಿದ್ಯಾರ್ಥಿಗಳಿಗೆ ಪ್ರೋತ್ಸಾಹಧನ, ಲ್ಯಾಪ್‌ಟಾಪ್ ಖರೀದಿಗೆ ಸಹಾಯಧನ, ಶುಲ್ಕ ಘೋಷಣಾ ಭತ್ಯೆ ನೀಡಲು ಅರ್ಜಿ ಆಹ್ವಾನಿಸಲಾಗಿದೆ. ಪರಿಶಿಷ್ಟ ಜಾತಿ ಮತ್ತು ಪರಿಶಿಷ್ಟ ಪಂಗಡ, ಇತರೆ ಹಿಂದುಳಿದ ವರ್ಗದ ಕುಟುಂಬಗಳಲ್ಲಿ ವ್ಯಾಸಂಗ ಮಾಡುತ್ತಿರುವ ಎಸ್.ಎಸ್.ಎಲ್.ಸಿ, ಐಟಿಐ, ಡಿಪ್ಲೋಮೋ, ಪಿ.ಯು.ಸಿ, ಬಿ.ಎ, ಬಿ.ಕಾಂ, ಬಿ.ಎಸ್ಸಿ, ಬಿ.ಇಡಿ, ಎಂ.ಎ, ಎಂ.ಸಿ.ಎ, ಎಂ.ಕಾಂ, ಎಂ.ಎಸ್ಸಿ, ಎಂಬಿಬಿಎಸ್ ವ್ಯಾಸಂಗ ಮಾಡುತ್ತಿರುವ ವಿದ್ಯಾರ್ಥಿಗಳಿಗೆ ಪ್ರೋತ್ಸಾಹಧನ ಹಾಗೂ ಪದವಿ ಪಡೆಯುತ್ತಿರುವವರಿಗೆ ಲ್ಯಾಪ್‌ಟಾಪ್ ವಿದ್ಯಾರ್ಥಿಗಳಿಗೆ ಸಹಾಯಧನ ನೀಡಲಾಗುವುದು. ಎಸ್.ಎಸ್.ಎಲ್.ಸಿ, ಪಿ.ಯು.ಸಿ ಪದವಿ ವ್ಯಾಸಂಗ ಮಾಡುತ್ತಿರುವ bbox=[1045, 1770, 1278, 2108]
issue-date: ಶನಿವಾರ, ಸೆಪ್ಟೆಂಬರ್7, 2025 bbox=[52, 15, 263, 37]
podium-sign: ಗಾಂಧಿ ಭವನ bbox=[982, 980, 1090, 1009]
hanur-headline-1: ಹನೂರು : ಸಹಾಯಧನ, ಪ್ರೋತ್ಸಾಹಧನಕ್ಕಾಗಿ bbox=[1110, 1678, 1468, 1707]
divider bbox=[318, 596, 1533, 599]
old-age-home-body bbox=[7, 155, 304, 684]
hostel-apply-link[interactable]: https://shp.karnataka.gov.in/bcwd bbox=[7, 1496, 248, 1512]
reservation-photo-art bbox=[626, 763, 1212, 1038]
guarantee-title-2: ತಾಲೂಕು ಗ್ಯಾರಂಟಿ ಯೋಜನೆಗಳ bbox=[1260, 1263, 1492, 1289]
dateline: ಚಾಮರಾಜನಗರ, ಸೆಪ್ಟೆಂಬರ್ 05 bbox=[1219, 1329, 1427, 1348]
dasara-col-2-tail: ಮೂಲಕ ಕಡ್ಡಾಯವಾಗಿ ಅಪ್‌ಡೇಟ್ ಮಾಡಬೇಕು. ಹೆಚ್ಚಿನ ಮಾಹಿತಿಗಾಗಿ ಯುವ ಸಬಲೀಕರಣ ಮತ್ತು ಕ್ರೀಡಾ ಇಲಾಖೆಯ ದೂ.ಸಂ: 08226-224932 ಮೊ.ಸಂ: 9916466659, 9353715053, 9945615695, 9880211027 ಸಂಪರ್ಕಿಸುವಂತೆ ಯುವ ಸಬಲೀಕರಣ ಮತ್ತು ಕ್ರೀಡಾ ಇಲಾಖೆಯ ಸಹಾಯಕ ನಿರ್ದೇಶಕರು ತಿಳಿಸಿದ್ದಾರೆ. bbox=[258, 1960, 507, 2097]
dasara-col-2-text: ಸ್ಪರ್ಧೆಗಳಿಗೆ ತಾಲ್ಲೂಕು ಕೇಂದ್ರದಿಂದ ಹೋಗಿ ಬರುವ ಪ್ರಯಾಣ ಭತ್ಯೆಯನ್ನು ಬ್ಯಾಂಕ್ ಖಾತೆಗೆ ಜಮೆ ಮಾಡಲಾಗುವುದು. ಕ್ರೀಡಾಪಟುಗಳು ಬ್ಯಾಂಕ್ ಖಾತೆಯ ಜೆರಾಕ್ಸ್ ಪ್ರತಿಯನ್ನು ಕಡ್ಡಾಯವಾಗಿ ತರಬೇಕು. ಕ್ರೀಡಾಪಟುಗಳಿಗೆ ಮಧ್ಯಾಹ್ನದ ಲಘು ಉಪಹಾರ ನೀಡಲಾಗುವುದು. ತಾಲ್ಲೂಕು ಮಟ್ಟದ ದಸರಾ ಕ್ರೀಡಾಕೂಟದಲ್ಲಿ ಆನ್‌ಲೈನ್ ನೊಂದಣಿ ಆಗಿ ಭಾಗವಹಿಸಿ ವಿಜೇತರಾದ ಕ್ರೀಡಾಪಟುಗಳು ತಮ್ಮ ಬ್ಯಾಂಕ್ ಖಾತೆಯ ವಿವರವನ್ನು ಅಧಿಕೃತ ವೆಬ್‌ಸೈಟ್ bbox=[258, 1739, 507, 1916]
reservation-headline: ಅಲೆಮಾರಿಗಳಿಗೆ ಮೀಸಲಾತಿ ವರ್ಗೀಕರಣದಲ್ಲಿ ಅನ್ಯಾಯ bbox=[391, 606, 1459, 680]
logo-word-2: ಬುದ್ಧಿ bbox=[1396, 4, 1456, 45]
tapcms-meeting-title: ಸೆ. 11 ರಂದು ಟಿಎಪಿಸಿಎಂಎಸ್ ವಾರ್ಷಿಕ ಮಹಾಸಭೆ bbox=[9, 707, 303, 779]
hostel-headline-1: ಮೆಟ್ರಿಕ್ ನಂತರದ ಬಾಲಕ, ಬಾಲಕಿಯರ bbox=[165, 1235, 573, 1273]
article-body: ತಾಲೂಕು ವ್ಯವಸಾಯೋತ್ಪನ್ನ ಮಾರಾಟ ಸಹಕಾರ ಸಂಘದ 2024-25ನೇ ಸಾಲಿನ ಸರ್ವ ಸದಸ್ಯ ವಾರ್ಷಿಕ ಮಹಾಸಭೆಯನ್ನು ಸೆ. 11 ರ ಗುರುವಾರ ನಗರದಲ್ಲಿ ಏರ್ಪಡಿಸಲಾಗಿದೆ. ನಗರದ ಟಿಎಪಿಸಿಎಂಎಸ್ ಕಚೇರಿ ಆವರಣದಲ್ಲಿ ಬೆಳಗ್ಗೆ 11.30ಕ್ಕೆ ಸಂಘದ ಅಧ್ಯಕ್ಷ ಎಚ್.ಎಂ. ಬಸವಣ್ಣ (ಹೊಸೂರು ಸುಂದ್ರಪ್ಪ) ಅವರ ಅಧ್ಯಕ್ಷತೆಯಲ್ಲಿ ನಡೆಯಲಿದ್ದು, ಸಂಘದ ಸರ್ವ ಸದಸ್ಯರು ಭಾಗವಹಿಸಿ ಯಶಸ್ವಿಗೊಳಿಸಬೇಕೆಂದು ಸಂಘದ ಪ್ರಧಾನ ಕಾರ್ಯದರ್ಶಿ ಸಿದ್ದಲಿಂಗಮೂರ್ತಿ ಪತ್ರಿಕಾ ಪ್ರಕಟಣೆಯಲ್ಲಿ ತಿಳಿಸಿದ್ದಾರೆ. bbox=[7, 794, 304, 971]
guarantee-body bbox=[1219, 1327, 1533, 1648]
